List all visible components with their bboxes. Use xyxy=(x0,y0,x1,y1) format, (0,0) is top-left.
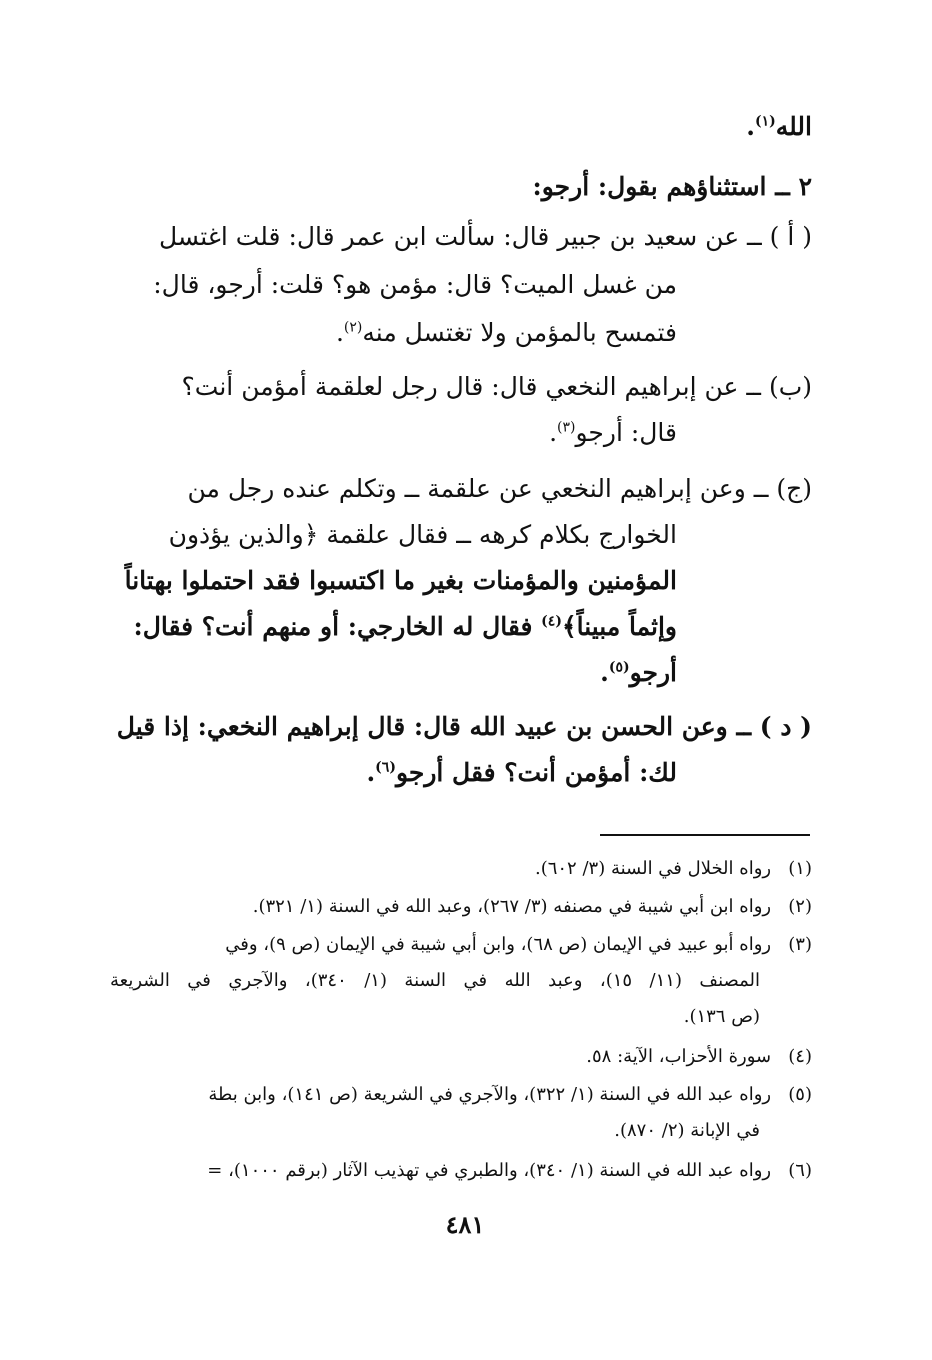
item-c-line-3: المؤمنين والمؤمنات بغير ما اكتسبوا فقد احتملوا بهتاناً xyxy=(124,566,677,595)
quran-verse-end: وإثماً مبيناً﴾ xyxy=(561,612,677,641)
footnote-number: (٤) xyxy=(788,1046,812,1067)
footnote-text: رواه عبد الله في السنة (١/ ٣٢٢)، والآجري في الشريعة (ص ١٤١)، وابن بطة xyxy=(208,1084,772,1105)
item-b-line-2: قال: أرجو$^{(٣)}$. xyxy=(549,418,677,447)
footnote-ref: (٢) xyxy=(343,319,363,336)
footnote-text: رواه عبد الله في السنة (١/ ٣٤٠)، والطبري في تهذيب الآثار (برقم ١٠٠٠)، = xyxy=(207,1160,772,1181)
item-d-line-2-text: لك: أمؤمن أنت؟ فقل أرجو xyxy=(395,758,677,787)
item-d-line-2: لك: أمؤمن أنت؟ فقل أرجو$^{(٦)}$. xyxy=(366,758,677,787)
item-b-line-1: (ب) ــ عن إبراهيم النخعي قال: قال رجل لعلقمة أمؤمن أنت؟ xyxy=(181,372,812,401)
footnote-ref: (٦) xyxy=(375,759,396,776)
item-c-line-5: أرجو$^{(٥)}$. xyxy=(600,658,677,687)
footnote-3-line-2: المصنف (١١/ ١٥)، وعبد الله في السنة (١/ ٣٤٠)، والآجري في الشريعة xyxy=(110,970,760,991)
item-c-line-4-rest: فقال له الخارجي: أو منهم أنت؟ فقال: xyxy=(133,612,533,641)
footnote-1 xyxy=(535,852,812,886)
footnote-divider xyxy=(600,834,810,836)
item-c-line-2: الخوارج بكلام كرهه ــ فقال علقمة ﴿والذين يؤذون xyxy=(168,520,677,549)
footnote-text: رواه الخلال في السنة (٣/ ٦٠٢). xyxy=(534,858,772,879)
footnote-number: (١) xyxy=(788,858,812,879)
footnote-ref: (٥) xyxy=(608,659,630,676)
item-a-line-1: ( أ ) ــ عن سعيد بن جبير قال: سألت ابن عمر قال: قلت اغتسل xyxy=(158,222,812,251)
footnote-5 xyxy=(208,1078,812,1112)
top-line-text: الله xyxy=(775,112,812,141)
footnote-text: رواه أبو عبيد في الإيمان (ص ٦٨)، وابن أبي شيبة في الإيمان (ص ٩)، وفي xyxy=(225,934,772,955)
section-heading: ٢ ــ استثناؤهم بقول: أرجو: xyxy=(532,172,812,201)
footnote-5-line-2: في الإبانة (٢/ ٨٧٠). xyxy=(614,1120,760,1141)
item-c-line-5-text: أرجو xyxy=(629,658,677,687)
page-number: ٤٨١ xyxy=(445,1210,485,1239)
footnote-text: سورة الأحزاب، الآية: ٥٨. xyxy=(586,1046,772,1067)
footnote-3-line-3: (ص ١٣٦). xyxy=(683,1006,760,1027)
footnote-3 xyxy=(225,928,812,962)
footnote-ref: (٤) xyxy=(541,613,562,630)
footnote-number: (٥) xyxy=(788,1084,812,1105)
item-b-line-2-text: قال: أرجو xyxy=(575,418,677,447)
footnote-ref: (١) xyxy=(754,113,776,130)
item-c-line-4 xyxy=(133,604,677,650)
item-c-line-1: (ج) ــ وعن إبراهيم النخعي عن علقمة ــ وتكلم عنده رجل من xyxy=(187,474,812,503)
item-a-line-3-text: فتمسح بالمؤمن ولا تغتسل منه xyxy=(362,318,677,347)
footnote-ref: (٣) xyxy=(557,419,576,436)
footnote-number: (٣) xyxy=(788,934,812,955)
footnote-number: (٦) xyxy=(788,1160,812,1181)
item-a-line-3: فتمسح بالمؤمن ولا تغتسل منه$^{(٢)}$. xyxy=(335,318,677,347)
footnote-2 xyxy=(253,890,812,924)
footnote-text: رواه ابن أبي شيبة في مصنفه (٣/ ٢٦٧)، وعبد الله في السنة (١/ ٣٢١). xyxy=(252,896,772,917)
footnote-6 xyxy=(207,1154,812,1188)
item-d-line-1: ( د ) ــ وعن الحسن بن عبيد الله قال: قال إبراهيم النخعي: إذا قيل xyxy=(116,712,812,741)
footnote-number: (٢) xyxy=(788,896,812,917)
footnote-4 xyxy=(586,1040,812,1074)
item-a-line-2: من غسل الميت؟ قال: مؤمن هو؟ قلت: أرجو، قال: xyxy=(153,270,677,299)
top-line: الله$^{(١)}$. xyxy=(746,112,812,141)
